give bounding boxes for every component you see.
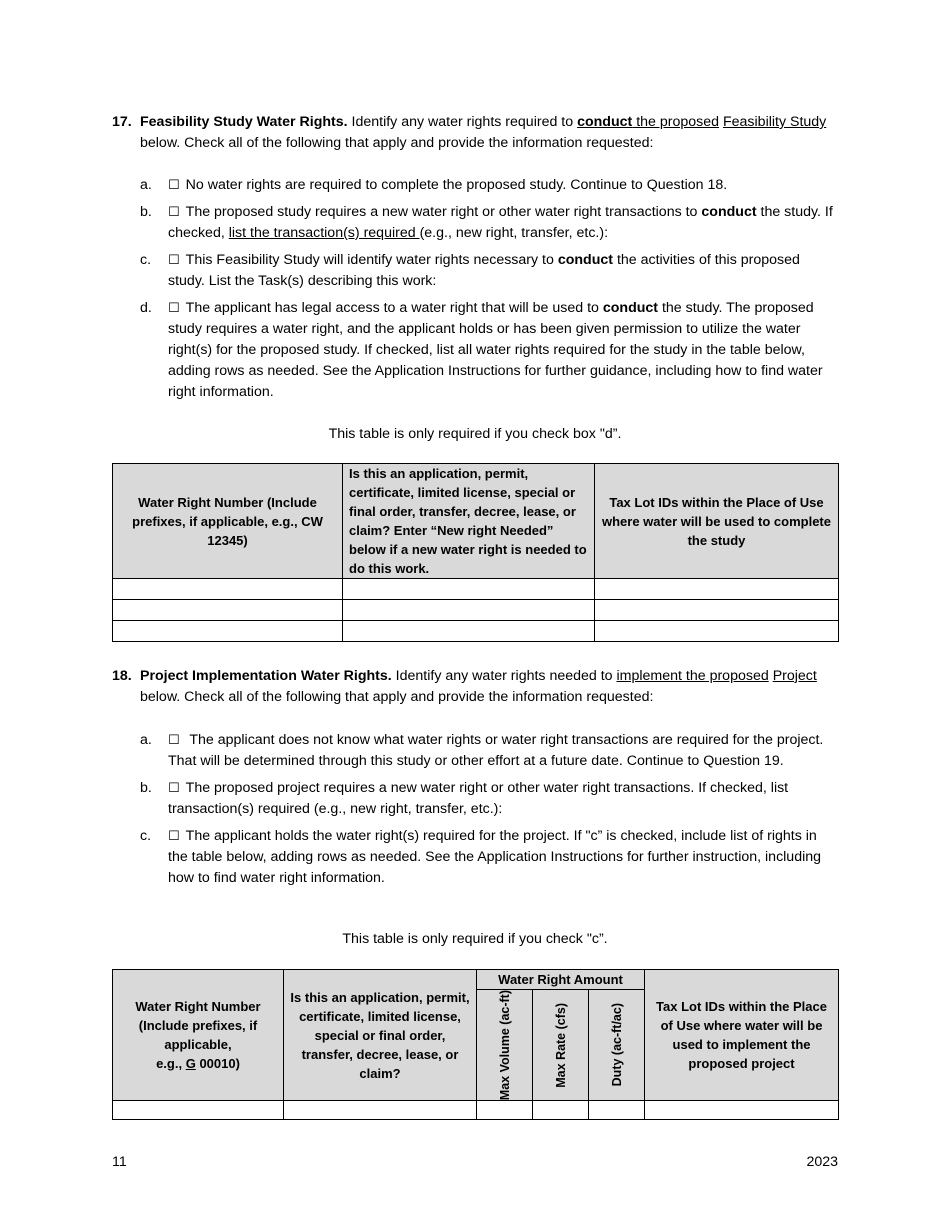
question-17 [112,112,842,154]
option-18c [140,826,840,889]
column-header [533,990,589,1101]
question-title: Project Implementation Water Rights. [140,668,392,684]
table-cell[interactable] [343,600,595,621]
table-cell[interactable] [343,579,595,600]
underlined-text: implement the proposed [616,668,769,684]
table-cell[interactable] [113,600,343,621]
option-letter: c. [140,252,152,268]
table-row [113,600,839,621]
option-text: the study. If checked, [168,204,833,241]
table-note: This table is only required if you check box "d”. [328,426,622,442]
table-row [113,579,839,600]
column-header: Is this an application, permit, certificate, limited license, special or final order, transfer, decree, lease, or claim? Enter “New right Needed” below if a new water right is needed to do this work. [343,464,595,579]
table-cell[interactable] [343,621,595,642]
option-text: (e.g., new right, transfer, etc.): [419,225,609,241]
option-letter: b. [140,204,152,220]
question-number: 18. [112,668,132,684]
option-text: The applicant holds the water right(s) required for the project. If "c” is checked, include list of rights in the table below, adding rows as needed. See the Application Instructions for further instruction, including how to find water right information. [168,828,822,886]
rotated-header-text: Max Volume (ac-ft) [497,990,512,1101]
table-cell[interactable] [477,1101,533,1120]
table-cell[interactable] [595,579,839,600]
option-text: The proposed study requires a new water right or other water right transactions to [185,204,702,220]
emphasis-conduct: conduct [602,300,659,316]
question-intro: Identify any water rights needed to [391,668,617,684]
question-intro: Identify any water rights required to [347,114,578,130]
table-cell[interactable] [533,1101,589,1120]
emphasis-conduct: conduct [577,114,633,130]
column-header: Tax Lot IDs within the Place of Use where water will be used to complete the study [595,464,839,579]
header-text: 00010) [195,1056,240,1072]
column-header [589,990,645,1101]
checkbox[interactable]: ☐ [168,205,180,220]
underlined-text: the proposed [632,114,720,130]
question-18 [112,666,842,708]
table-cell[interactable] [113,1101,284,1120]
question-intro: below. Check all of the following that apply and provide the information requested: [140,689,654,705]
footer-year: 2023 [806,1154,838,1170]
table-cell[interactable] [113,579,343,600]
table-cell[interactable] [595,621,839,642]
option-17a [140,175,840,196]
option-text: This Feasibility Study will identify water rights necessary to [185,252,558,268]
option-text: The proposed project requires a new water right or other water right transactions. If checked, list transaction(s) required (e.g., new right, transfer, etc.): [168,780,789,817]
table-cell[interactable] [595,600,839,621]
underlined-text: Feasibility Study [722,114,827,130]
question-number: 17. [112,114,132,130]
checkbox[interactable]: ☐ [168,178,180,193]
question-title: Feasibility Study Water Rights. [140,114,348,130]
column-header: Tax Lot IDs within the Place of Use where water will be used to implement the proposed project [645,970,839,1101]
underlined-text: Project [772,668,817,684]
option-letter: c. [140,828,152,844]
table-row [113,621,839,642]
header-text: e.g., [156,1056,186,1072]
option-letter: a. [140,732,152,748]
column-header: Water Right Number (Include prefixes, if applicable, e.g., CW 12345) [113,464,343,579]
header-text: Water Right Number (Include prefixes, if applicable, [135,999,261,1053]
column-header [113,970,284,1101]
emphasis-conduct: conduct [701,204,757,220]
option-text: the study. The proposed study requires a water right, and the applicant holds or has been given permission to utilize the water right(s) for the proposed study. If checked, list all water rights required for the study in the table below, adding rows as needed. See the Application Instructions for further guidance, including how to find water right information. [168,300,823,400]
option-text: The applicant has legal access to a water right that will be used to [185,300,603,316]
table-cell[interactable] [284,1101,477,1120]
option-letter: d. [140,300,152,316]
checkbox[interactable]: ☐ [168,301,180,316]
checkbox[interactable]: ☐ [168,781,180,796]
table-cell[interactable] [589,1101,645,1120]
column-header: Is this an application, permit, certificate, limited license, special or final order, transfer, decree, lease, or claim? [284,970,477,1101]
question-17-options [140,175,840,409]
table-note: This table is only required if you check "c”. [342,931,608,947]
option-17c [140,250,840,292]
column-header [477,990,533,1101]
table-cell[interactable] [645,1101,839,1120]
rotated-header-text: Max Rate (cfs) [553,1002,568,1088]
water-rights-table-18 [112,969,839,1120]
option-letter: a. [140,177,152,193]
checkbox[interactable]: ☐ [168,253,180,268]
rotated-header-text: Duty (ac-ft/ac) [609,1003,624,1087]
option-letter: b. [140,780,152,796]
water-rights-table-17 [112,463,839,642]
option-text: No water rights are required to complete the proposed study. Continue to Question 18. [185,177,728,193]
option-17b [140,202,840,244]
group-header: Water Right Amount [477,970,645,990]
checkbox[interactable]: ☐ [168,829,180,844]
table-row [113,1101,839,1120]
checkbox[interactable]: ☐ [168,733,180,748]
underlined-text: list the transaction(s) required [228,225,420,241]
option-text: The applicant does not know what water rights or water right transactions are required for the project. That will be determined through this study or other effort at a future date. Continue to Question 19. [168,732,824,769]
question-18-options [140,730,840,895]
option-18b [140,778,840,820]
header-text: G [185,1056,196,1072]
option-17d [140,298,840,403]
option-text: the activities of this proposed study. List the Task(s) describing this work: [168,252,800,289]
option-18a [140,730,840,772]
emphasis-conduct: conduct [557,252,613,268]
page-number: 11 [112,1154,127,1170]
table-cell[interactable] [113,621,343,642]
question-intro: below. Check all of the following that apply and provide the information requested: [140,135,654,151]
